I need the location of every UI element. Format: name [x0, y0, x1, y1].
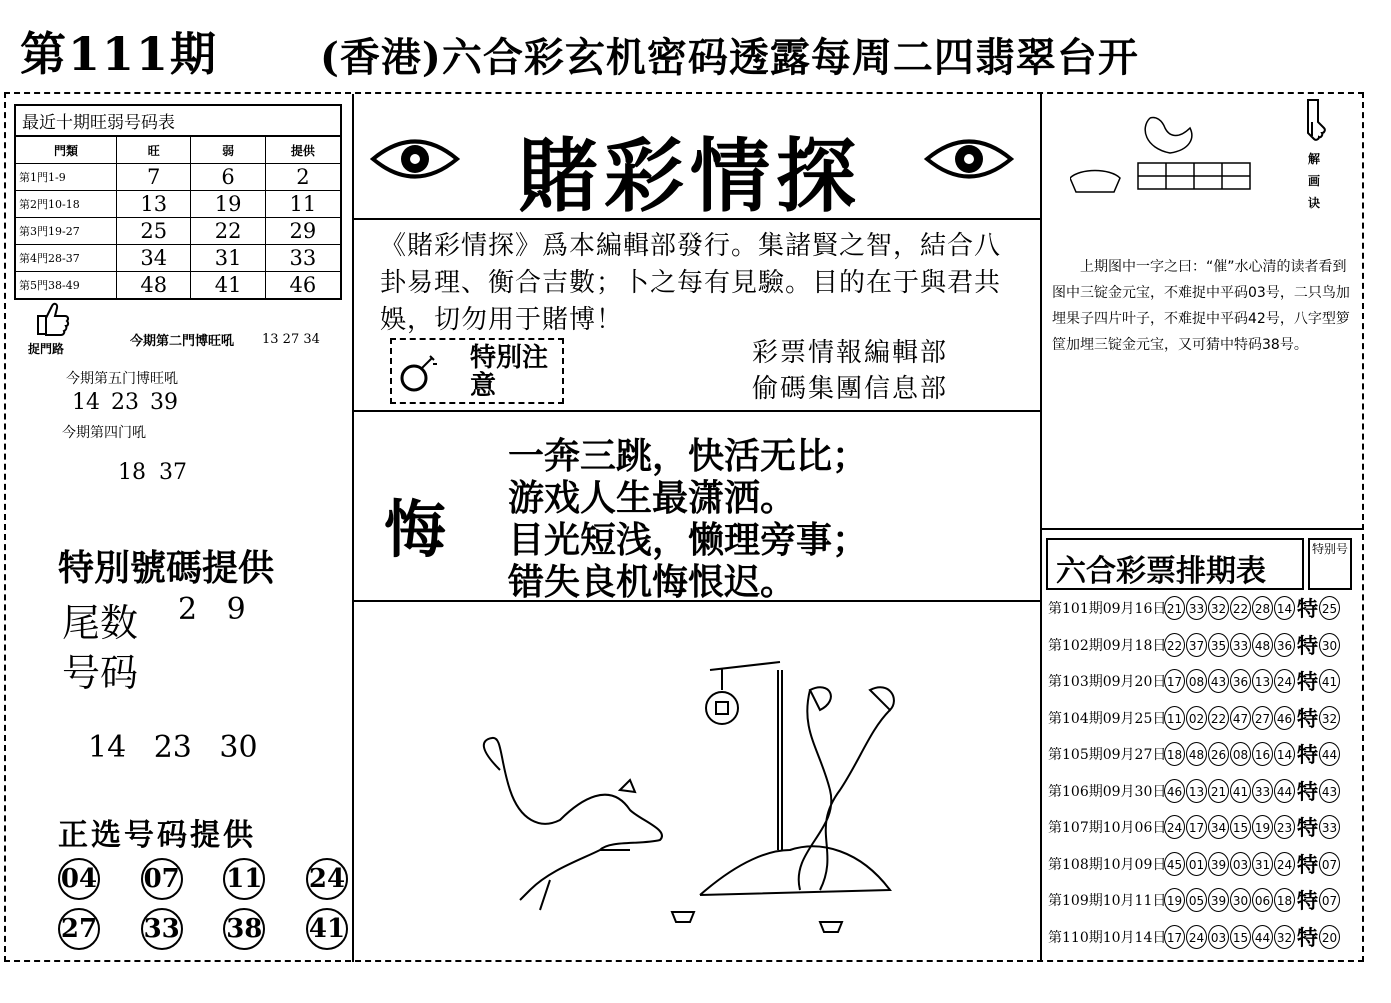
- schedule-row-label: 第109期10月11日: [1048, 893, 1167, 909]
- draw-ball: 15: [1230, 925, 1251, 949]
- schedule-row: [1048, 665, 1341, 697]
- draw-ball: 14: [1274, 742, 1295, 766]
- draw-ball: 26: [1208, 742, 1229, 766]
- row-label: 第4門28-37: [15, 245, 117, 272]
- picks-title: 正选号码提供: [58, 818, 256, 853]
- draw-ball: 36: [1274, 633, 1295, 657]
- draw-ball: 15: [1230, 815, 1251, 839]
- rooster-illustration: [1070, 108, 1260, 198]
- draw-ball: 22: [1230, 596, 1251, 620]
- cell-value: 6: [191, 164, 265, 191]
- draw-ball: 30: [1230, 888, 1251, 912]
- schedule-row: [1048, 848, 1341, 880]
- cell-value: 2: [265, 164, 341, 191]
- draw-ball: 35: [1208, 633, 1229, 657]
- draw-ball: 06: [1252, 888, 1273, 912]
- draw-ball: 08: [1186, 669, 1207, 693]
- draw-ball: 08: [1230, 742, 1251, 766]
- draw-ball: 41: [1230, 779, 1251, 803]
- riddle-side-label: 解画诀: [1308, 152, 1321, 210]
- table-row: [15, 164, 341, 191]
- eye-icon: [924, 136, 1014, 182]
- tips-icon-label: 捉門路: [28, 342, 65, 356]
- special-title: 特別號碼提供: [58, 548, 275, 589]
- draw-ball: 44: [1252, 925, 1273, 949]
- draw-ball: 39: [1208, 888, 1229, 912]
- special-marker: 特: [1297, 888, 1318, 913]
- cell-value: 48: [117, 272, 191, 300]
- door5-numbers: 14 23 39: [72, 390, 178, 415]
- schedule-row: [1048, 702, 1341, 734]
- table-row: [15, 218, 341, 245]
- banner-intro: 《賭彩情探》爲本編輯部發行。集諸賢之智，結合八卦易理、衡合吉數；卜之每有見驗。目的在于與君共娛，切勿用于賭博！: [380, 231, 1002, 335]
- draw-ball: 11: [1164, 706, 1185, 730]
- pick-number: 27: [58, 908, 100, 950]
- draw-ball: 18: [1164, 742, 1185, 766]
- schedule-row: [1048, 738, 1341, 770]
- special-marker: 特: [1297, 815, 1318, 840]
- cell-value: 46: [265, 272, 341, 300]
- eye-icon: [370, 136, 460, 182]
- schedule-row: [1048, 775, 1341, 807]
- door5-label: 今期第五门博旺吼: [66, 371, 178, 387]
- special-ball: 07: [1319, 888, 1340, 912]
- draw-ball: 05: [1186, 888, 1207, 912]
- draw-ball: 17: [1164, 925, 1185, 949]
- draw-ball: 17: [1186, 815, 1207, 839]
- door2-label: 今期第二門博旺吼: [130, 334, 235, 349]
- poem-line-3: 目光短浅，懒理旁事；: [508, 519, 869, 561]
- pick-number: 33: [141, 908, 183, 950]
- left-divider: [352, 94, 354, 962]
- draw-ball: 28: [1252, 596, 1273, 620]
- special-ball: 43: [1319, 779, 1340, 803]
- schedule-row: [1048, 811, 1341, 843]
- poem-line-2: 游戏人生最潇洒。: [508, 477, 797, 519]
- draw-ball: 48: [1252, 633, 1273, 657]
- cell-value: 19: [191, 191, 265, 218]
- pointing-hand-icon: [1300, 96, 1330, 142]
- table-row: [15, 191, 341, 218]
- cell-value: 7: [117, 164, 191, 191]
- special-marker: 特: [1297, 851, 1318, 877]
- history-table: [14, 104, 342, 300]
- poem-line-1: 一奔三跳，快活无比；: [508, 435, 869, 477]
- draw-ball: 17: [1164, 669, 1185, 693]
- draw-ball: 36: [1230, 669, 1251, 693]
- issue-number: 第111期: [20, 27, 219, 81]
- pick-number: 24: [306, 858, 348, 900]
- schedule-row: [1048, 921, 1341, 953]
- table-row: [15, 272, 341, 300]
- special-marker: 特: [1297, 924, 1318, 950]
- page-title: (香港)六合彩玄机密码透露每周二四翡翠台开: [320, 34, 1139, 81]
- draw-ball: 46: [1164, 779, 1185, 803]
- tail-label: 尾数: [62, 601, 139, 645]
- schedule-title-box: [1046, 538, 1304, 590]
- schedule-row-label: 第110期10月14日: [1048, 929, 1167, 946]
- special-marker: 特: [1297, 742, 1318, 767]
- draw-ball: 19: [1252, 815, 1273, 839]
- draw-ball: 44: [1274, 779, 1295, 803]
- schedule-row-label: 第104期09月25日: [1048, 710, 1167, 727]
- draw-ball: 33: [1230, 633, 1251, 657]
- poem-key-char: 悔: [384, 493, 447, 566]
- org-2: 偷碼集團信息部: [752, 374, 949, 404]
- bomb-icon: [398, 354, 438, 394]
- riddle-illustration: [460, 650, 910, 940]
- cell-value: 41: [191, 272, 265, 300]
- draw-ball: 48: [1186, 742, 1207, 766]
- draw-ball: 13: [1186, 779, 1207, 803]
- schedule-row: [1048, 592, 1341, 624]
- draw-ball: 16: [1252, 742, 1273, 766]
- number-values: 14 23 30: [88, 730, 258, 765]
- riddle-text: 上期图中一字之曰：“催”水心清的读者看到图中三锭金元宝，不难捉中平码03号，二只鸟加埋果子四片叶子，不难捉中平码42号，八字型箩筐加埋三锭金元宝，又可猜中特码38号。: [1052, 259, 1350, 353]
- draw-ball: 03: [1230, 852, 1251, 876]
- pick-number: 07: [141, 858, 183, 900]
- notice-box: [390, 338, 564, 404]
- draw-ball: 32: [1208, 596, 1229, 620]
- special-marker: 特: [1297, 669, 1318, 694]
- schedule-row-label: 第108期10月09日: [1048, 856, 1167, 873]
- thumbs-up-icon: [30, 298, 70, 338]
- schedule-row: [1048, 884, 1341, 916]
- door4-label: 今期第四门吼: [62, 425, 146, 441]
- draw-ball: 24: [1164, 815, 1185, 839]
- door4-numbers: 18 37: [118, 460, 187, 485]
- special-ball: 33: [1319, 815, 1340, 839]
- draw-ball: 19: [1164, 888, 1185, 912]
- draw-ball: 33: [1252, 779, 1273, 803]
- pick-number: 38: [223, 908, 265, 950]
- picks-row-2: [58, 908, 348, 950]
- history-table-caption: 最近十期旺弱号码表: [14, 104, 342, 135]
- draw-ball: 31: [1252, 852, 1273, 876]
- draw-ball: 43: [1208, 669, 1229, 693]
- special-marker: 特: [1297, 632, 1318, 658]
- draw-ball: 18: [1274, 888, 1295, 912]
- row-label: 第2門10-18: [15, 191, 117, 218]
- special-ball: 25: [1319, 596, 1340, 620]
- draw-ball: 24: [1274, 669, 1295, 693]
- cell-value: 33: [265, 245, 341, 272]
- draw-ball: 02: [1186, 706, 1207, 730]
- draw-ball: 33: [1186, 596, 1207, 620]
- draw-ball: 24: [1274, 852, 1295, 876]
- schedule-title: 六合彩票排期表: [1056, 554, 1266, 589]
- schedule-row: [1048, 629, 1341, 661]
- cell-value: 11: [265, 191, 341, 218]
- schedule-divider: [1042, 528, 1362, 530]
- draw-ball: 01: [1186, 852, 1207, 876]
- org-1: 彩票情報編輯部: [752, 338, 949, 368]
- schedule-row-label: 第106期09月30日: [1048, 783, 1167, 800]
- cell-value: 31: [191, 245, 265, 272]
- schedule-row-label: 第105期09月27日: [1048, 747, 1167, 763]
- schedule-row-label: 第101期09月16日: [1048, 601, 1167, 617]
- draw-ball: 21: [1208, 779, 1229, 803]
- tail-values: 2 9: [178, 592, 246, 627]
- draw-ball: 24: [1186, 925, 1207, 949]
- pick-number: 41: [306, 908, 348, 950]
- draw-ball: 22: [1208, 706, 1229, 730]
- row-label: 第1門1-9: [15, 164, 117, 191]
- special-ball: 07: [1319, 852, 1340, 876]
- draw-ball: 14: [1274, 596, 1295, 620]
- draw-ball: 27: [1252, 706, 1273, 730]
- pick-number: 11: [223, 858, 265, 900]
- special-ball: 41: [1319, 669, 1340, 693]
- col-header: 弱: [191, 136, 265, 164]
- draw-ball: 13: [1252, 669, 1273, 693]
- row-label: 第5門38-49: [15, 272, 117, 300]
- cell-value: 13: [117, 191, 191, 218]
- door2-numbers: 13 27 34: [262, 332, 320, 347]
- schedule-row-label: 第102期09月18日: [1048, 637, 1167, 654]
- notice-label: 特別注意: [470, 343, 549, 401]
- col-header: 提供: [265, 136, 341, 164]
- special-ball: 32: [1319, 706, 1340, 730]
- schedule-row-label: 第103期09月20日: [1048, 674, 1167, 690]
- special-marker: 特: [1297, 596, 1318, 621]
- schedule-row-label: 第107期10月06日: [1048, 820, 1167, 836]
- draw-ball: 22: [1164, 633, 1185, 657]
- table-header-row: [15, 136, 341, 164]
- draw-ball: 21: [1164, 596, 1185, 620]
- draw-ball: 34: [1208, 815, 1229, 839]
- cell-value: 34: [117, 245, 191, 272]
- cell-value: 29: [265, 218, 341, 245]
- special-ball: 44: [1319, 742, 1340, 766]
- draw-ball: 47: [1230, 706, 1251, 730]
- draw-ball: 45: [1164, 852, 1185, 876]
- intro-divider: [354, 410, 1040, 412]
- picks-row-1: [58, 858, 348, 900]
- draw-ball: 23: [1274, 815, 1295, 839]
- schedule-special-label: 特别号: [1308, 538, 1352, 590]
- special-marker: 特: [1297, 705, 1318, 731]
- draw-ball: 37: [1186, 633, 1207, 657]
- cell-value: 22: [191, 218, 265, 245]
- draw-ball: 32: [1274, 925, 1295, 949]
- pick-number: 04: [58, 858, 100, 900]
- table-row: [15, 245, 341, 272]
- draw-ball: 46: [1274, 706, 1295, 730]
- col-header: 門類: [15, 136, 117, 164]
- special-marker: 特: [1297, 778, 1318, 804]
- banner-title: 賭彩情探: [518, 129, 862, 223]
- draw-ball: 39: [1208, 852, 1229, 876]
- poem-line-4: 错失良机悔恨迟。: [508, 561, 797, 603]
- draw-ball: 03: [1208, 925, 1229, 949]
- special-ball: 20: [1319, 925, 1340, 949]
- row-label: 第3門19-27: [15, 218, 117, 245]
- cell-value: 25: [117, 218, 191, 245]
- special-ball: 30: [1319, 633, 1340, 657]
- number-label: 号码: [62, 651, 139, 695]
- col-header: 旺: [117, 136, 191, 164]
